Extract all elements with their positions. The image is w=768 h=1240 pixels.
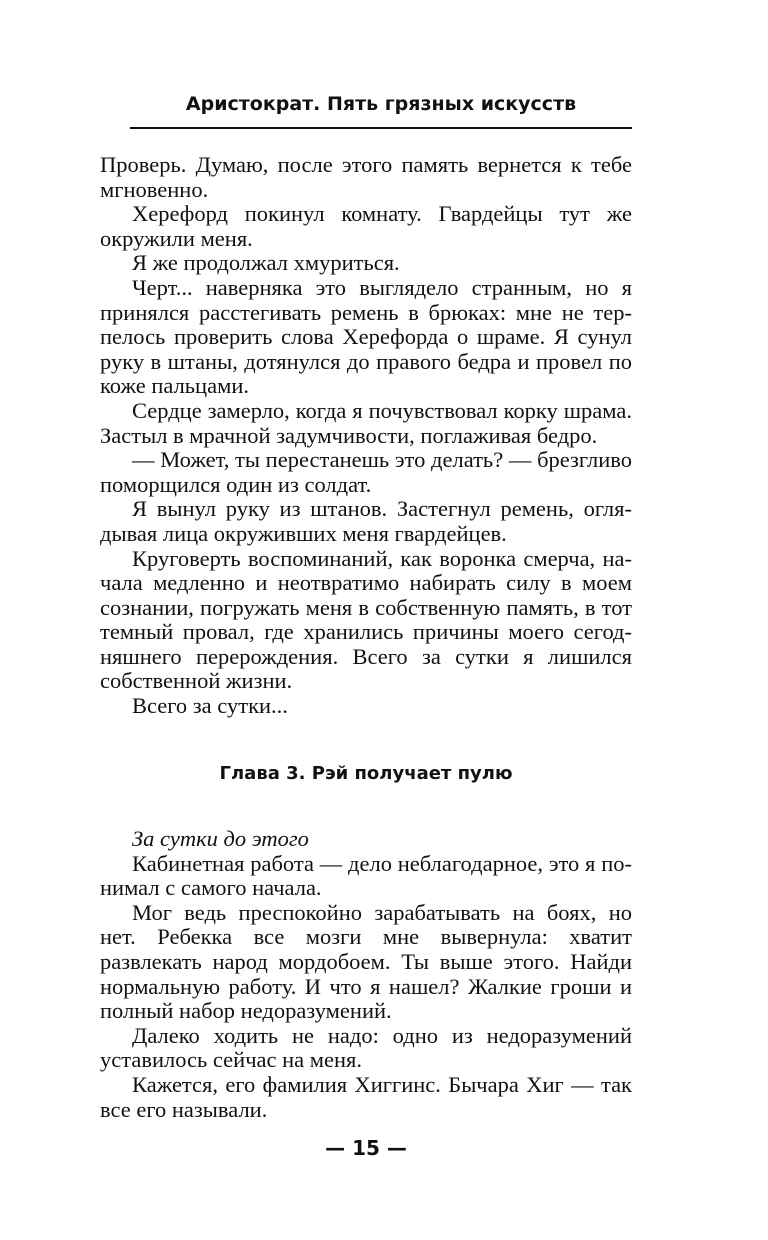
page-number: — 15 — xyxy=(325,1136,407,1160)
paragraph: Я вынул руку из штанов. Застегнул ремень, оглядывая лица окруживших меня гвардейцев. xyxy=(100,496,632,546)
paragraph: Я же продолжал хмуриться. xyxy=(132,250,400,276)
paragraph: Сердце замерло, когда я почувствовал корку шрама. Застыл в мрачной задумчивости, поглаживая бедро. xyxy=(100,397,632,448)
epigraph: За сутки до этого xyxy=(132,826,309,851)
paragraph: Мог ведь преспокойно зарабатывать на боях, но нет. Ребекка все мозги мне вывернула: хватит развлекать народ мордобоем. Ты выше этого. Найди нормальную работу. И что я нашел? Жалкие гроши и полный набор недоразумений. xyxy=(100,899,632,1024)
header-rule xyxy=(130,127,632,129)
paragraph: Далеко ходить не надо: одно из недоразумений уставилось сейчас на меня. xyxy=(100,1022,632,1073)
paragraph: Херефорд покинул комнату. Гвардейцы тут же окружили меня. xyxy=(100,201,632,251)
paragraph: Всего за сутки... xyxy=(132,693,288,719)
paragraph: — Может, ты перестанешь это делать? — брезгливо поморщился один из солдат. xyxy=(100,447,632,497)
paragraph: Черт... наверняка это выглядело странным, но я принялся расстегивать ремень в брюках: мне не терпелось проверить слова Херефорда о шраме. Я сунул руку в штаны, дотянулся до правого бедра и провел по коже пальцами. xyxy=(100,274,632,399)
paragraph: Проверь. Думаю, после этого память вернется к тебе мгновенно. xyxy=(100,152,632,202)
text-block-1 xyxy=(100,153,632,719)
paragraph: Круговерть воспоминаний, как воронка смерча, начала медленно и неотвратимо набирать силу в моем сознании, погружать меня в собственную память, в тот темный провал, где хранились причины моего сегодняшнего перерождения. Всего за сутки я лишился собственной жизни. xyxy=(100,545,632,694)
running-header: Аристократ. Пять грязных искусств xyxy=(185,93,577,115)
chapter-title: Глава 3. Рэй получает пулю xyxy=(219,763,513,784)
text-block-2 xyxy=(100,827,632,1122)
paragraph: Кажется, его фамилия Хиггинс. Бычара Хиг — так все его называли. xyxy=(100,1071,632,1122)
paragraph: Кабинетная работа — дело неблагодарное, это я понимал с самого начала. xyxy=(100,850,632,901)
